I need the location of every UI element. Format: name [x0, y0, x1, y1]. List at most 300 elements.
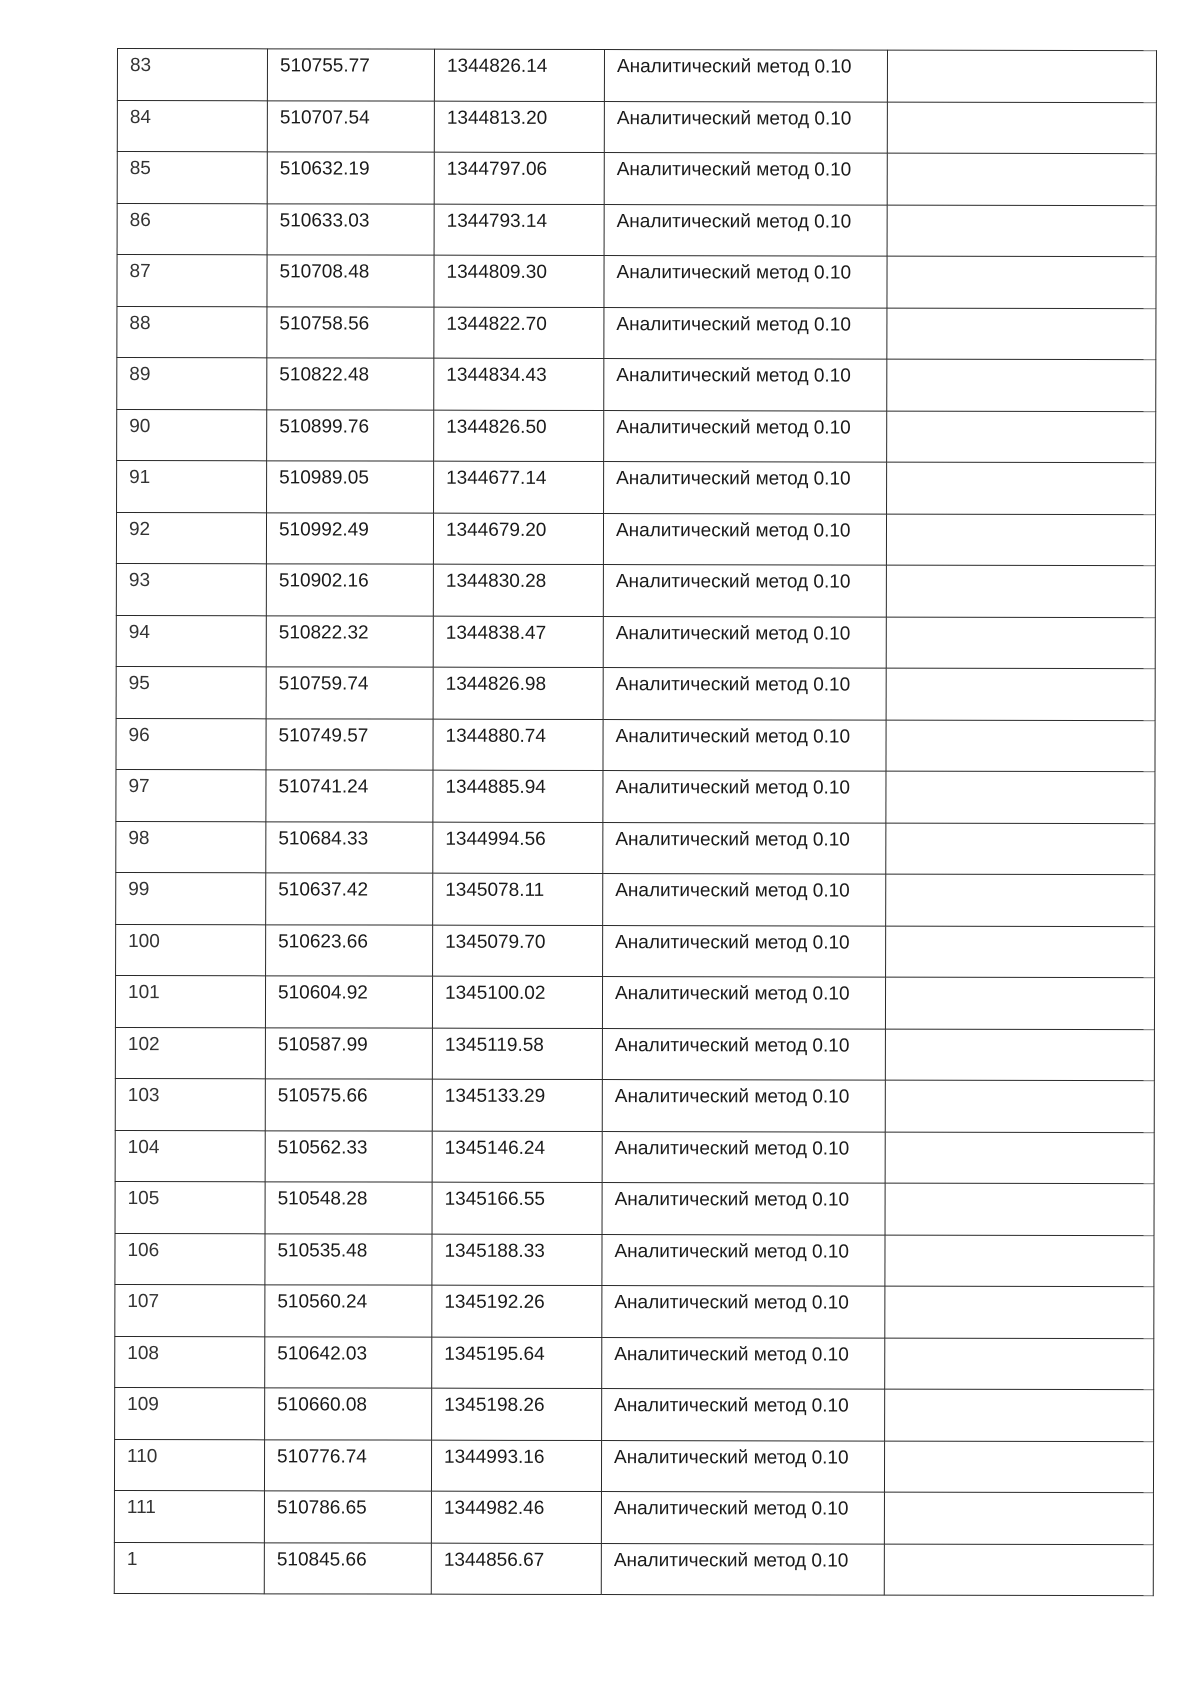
- y-coordinate-text: 1345166.55: [444, 1188, 546, 1210]
- y-coordinate-cell: [434, 410, 604, 462]
- x-coordinate-cell: [265, 1027, 432, 1079]
- table-row: [115, 1078, 1154, 1132]
- method-text: Аналитический метод 0.10: [616, 210, 852, 233]
- x-coordinate-cell: [267, 358, 434, 410]
- table-row: [117, 306, 1156, 360]
- x-coordinate-text: 510902.16: [278, 570, 369, 592]
- x-coordinate-text: 510560.24: [277, 1291, 368, 1313]
- point-number-cell: [116, 821, 266, 873]
- y-coordinate-cell: [432, 976, 602, 1028]
- y-coordinate-text: 1345198.26: [444, 1394, 545, 1416]
- empty-cell: [887, 462, 1156, 514]
- point-number-text: 104: [127, 1136, 160, 1158]
- method-text: Аналитический метод 0.10: [614, 1137, 850, 1160]
- method-text: Аналитический метод 0.10: [615, 674, 851, 696]
- x-coordinate-text: 510707.54: [279, 106, 370, 129]
- method-text: Аналитический метод 0.10: [614, 1240, 850, 1263]
- y-coordinate-cell: [434, 152, 604, 204]
- y-coordinate-text: 1345133.29: [444, 1085, 546, 1107]
- y-coordinate-cell: [432, 1388, 602, 1440]
- method-text: Аналитический метод 0.10: [614, 1343, 849, 1366]
- x-coordinate-text: 510741.24: [278, 776, 369, 798]
- method-cell: [603, 513, 886, 565]
- point-number-text: 86: [129, 209, 151, 231]
- x-coordinate-cell: [265, 1130, 432, 1182]
- table-row: [116, 924, 1155, 978]
- point-number-text: 93: [128, 570, 151, 592]
- point-number-cell: [117, 255, 267, 307]
- empty-cell: [887, 308, 1156, 360]
- y-coordinate-text: 1345100.02: [444, 982, 546, 1004]
- table-row: [116, 666, 1155, 720]
- point-number-text: 90: [129, 415, 151, 437]
- point-number-text: 98: [128, 827, 150, 849]
- y-coordinate-text: 1344982.46: [443, 1497, 545, 1519]
- y-coordinate-cell: [434, 49, 604, 101]
- method-cell: [602, 977, 885, 1029]
- y-coordinate-cell: [434, 358, 604, 410]
- method-text: Аналитический метод 0.10: [616, 107, 852, 130]
- point-number-text: 94: [128, 621, 150, 643]
- point-number-cell: [115, 1233, 265, 1285]
- method-text: Аналитический метод 0.10: [615, 828, 850, 851]
- y-coordinate-cell: [434, 204, 604, 256]
- y-coordinate-cell: [431, 1543, 601, 1595]
- empty-cell: [886, 874, 1155, 926]
- empty-cell: [886, 720, 1155, 772]
- method-text: Аналитический метод 0.10: [615, 622, 851, 645]
- point-number-text: 96: [128, 724, 150, 746]
- point-number-cell: [115, 1387, 265, 1439]
- method-cell: [603, 616, 886, 668]
- y-coordinate-cell: [433, 822, 603, 874]
- method-cell: [603, 925, 886, 977]
- empty-cell: [885, 1235, 1154, 1287]
- method-text: Аналитический метод 0.10: [616, 313, 851, 336]
- y-coordinate-text: 1344677.14: [446, 467, 547, 489]
- point-number-cell: [116, 563, 266, 615]
- method-cell: [602, 1131, 885, 1183]
- point-number-cell: [116, 512, 266, 564]
- table-row: [116, 821, 1155, 875]
- empty-cell: [886, 926, 1155, 978]
- y-coordinate-cell: [434, 255, 604, 307]
- method-cell: [603, 719, 886, 771]
- point-number-cell: [116, 872, 266, 924]
- y-coordinate-cell: [433, 564, 603, 616]
- table-row: [117, 100, 1156, 154]
- point-number-text: 97: [128, 776, 150, 798]
- method-cell: [602, 1337, 885, 1389]
- y-coordinate-text: 1344830.28: [445, 570, 547, 592]
- x-coordinate-text: 510708.48: [279, 261, 370, 283]
- point-number-cell: [116, 615, 266, 667]
- empty-cell: [886, 771, 1155, 823]
- y-coordinate-cell: [433, 925, 603, 977]
- empty-cell: [887, 102, 1156, 154]
- table-row: [115, 1336, 1154, 1390]
- table-row: [115, 1130, 1154, 1184]
- method-cell: [604, 307, 887, 359]
- empty-cell: [885, 1389, 1154, 1441]
- method-text: Аналитический метод 0.10: [614, 1086, 850, 1108]
- y-coordinate-text: 1344838.47: [445, 622, 547, 644]
- y-coordinate-cell: [433, 513, 603, 565]
- y-coordinate-cell: [433, 719, 603, 771]
- point-number-text: 92: [128, 518, 151, 540]
- x-coordinate-text: 510899.76: [279, 415, 370, 438]
- x-coordinate-text: 510758.56: [279, 312, 370, 335]
- empty-cell: [887, 50, 1156, 102]
- point-number-cell: [116, 718, 266, 770]
- y-coordinate-cell: [433, 770, 603, 822]
- table-row: [116, 718, 1155, 772]
- y-coordinate-text: 1345119.58: [444, 1034, 544, 1056]
- method-text: Аналитический метод 0.10: [614, 983, 850, 1005]
- x-coordinate-text: 510535.48: [277, 1239, 368, 1262]
- point-number-text: 105: [127, 1188, 160, 1210]
- x-coordinate-cell: [267, 255, 434, 307]
- y-coordinate-text: 1345078.11: [445, 879, 545, 901]
- point-number-cell: [117, 100, 267, 152]
- table-row: [115, 1181, 1154, 1235]
- x-coordinate-text: 510587.99: [277, 1033, 368, 1056]
- method-cell: [603, 822, 886, 874]
- method-cell: [602, 1234, 885, 1286]
- y-coordinate-text: 1344679.20: [445, 519, 547, 541]
- empty-cell: [885, 977, 1154, 1029]
- method-cell: [603, 565, 886, 617]
- method-text: Аналитический метод 0.10: [613, 1498, 849, 1520]
- x-coordinate-cell: [266, 924, 433, 976]
- y-coordinate-text: 1345079.70: [445, 931, 546, 953]
- method-cell: [604, 256, 887, 308]
- y-coordinate-cell: [432, 1028, 602, 1080]
- point-number-text: 88: [129, 312, 151, 334]
- y-coordinate-text: 1344809.30: [446, 261, 547, 283]
- empty-cell: [886, 514, 1155, 566]
- x-coordinate-cell: [265, 1388, 432, 1440]
- method-cell: [602, 1080, 885, 1132]
- y-coordinate-text: 1344826.14: [446, 55, 548, 77]
- x-coordinate-text: 510989.05: [279, 467, 369, 489]
- method-text: Аналитический метод 0.10: [615, 880, 850, 902]
- point-number-cell: [117, 358, 267, 410]
- x-coordinate-text: 510642.03: [277, 1342, 368, 1365]
- x-coordinate-cell: [266, 667, 433, 719]
- y-coordinate-cell: [433, 873, 603, 925]
- point-number-text: 110: [127, 1445, 158, 1467]
- method-cell: [604, 204, 887, 256]
- point-number-cell: [116, 924, 266, 976]
- method-cell: [603, 874, 886, 926]
- x-coordinate-text: 510660.08: [277, 1394, 368, 1416]
- x-coordinate-text: 510845.66: [276, 1548, 367, 1571]
- x-coordinate-text: 510749.57: [278, 724, 369, 747]
- point-number-text: 1: [126, 1548, 138, 1570]
- x-coordinate-cell: [266, 770, 433, 822]
- table-row: [115, 1027, 1154, 1081]
- table-row: [117, 203, 1156, 257]
- method-text: Аналитический метод 0.10: [614, 1189, 850, 1211]
- table-row: [114, 1542, 1153, 1596]
- x-coordinate-cell: [267, 306, 434, 358]
- point-number-cell: [116, 769, 266, 821]
- x-coordinate-cell: [264, 1491, 431, 1543]
- empty-cell: [886, 823, 1155, 875]
- point-number-cell: [115, 1130, 265, 1182]
- point-number-text: 101: [127, 982, 160, 1004]
- x-coordinate-cell: [265, 1233, 432, 1285]
- x-coordinate-cell: [264, 1439, 431, 1491]
- y-coordinate-cell: [434, 307, 604, 359]
- point-number-cell: [114, 1542, 264, 1594]
- empty-cell: [885, 1132, 1154, 1184]
- x-coordinate-cell: [267, 49, 434, 101]
- y-coordinate-text: 1344993.16: [444, 1446, 545, 1468]
- empty-cell: [887, 256, 1156, 308]
- empty-cell: [885, 1183, 1154, 1235]
- point-number-text: 103: [127, 1085, 160, 1107]
- empty-cell: [884, 1492, 1153, 1544]
- x-coordinate-cell: [267, 409, 434, 461]
- method-text: Аналитический метод 0.10: [616, 262, 852, 284]
- method-cell: [602, 1286, 885, 1338]
- table-row: [116, 769, 1155, 823]
- empty-cell: [886, 565, 1155, 617]
- y-coordinate-text: 1345146.24: [444, 1137, 546, 1159]
- empty-cell: [885, 1286, 1154, 1338]
- x-coordinate-text: 510604.92: [277, 982, 368, 1004]
- point-number-text: 84: [129, 106, 152, 128]
- table-row: [114, 1490, 1153, 1544]
- table-row: [116, 512, 1155, 566]
- point-number-text: 85: [129, 158, 151, 180]
- point-number-cell: [115, 1284, 265, 1336]
- point-number-text: 109: [127, 1394, 159, 1416]
- x-coordinate-text: 510575.66: [277, 1085, 368, 1107]
- empty-cell: [885, 1080, 1154, 1132]
- x-coordinate-text: 510637.42: [278, 879, 369, 901]
- y-coordinate-cell: [432, 1131, 602, 1183]
- coordinates-table: [114, 48, 1157, 1596]
- method-cell: [604, 462, 887, 514]
- empty-cell: [885, 1338, 1154, 1390]
- method-cell: [604, 101, 887, 153]
- method-cell: [601, 1440, 884, 1492]
- point-number-cell: [115, 1336, 265, 1388]
- method-cell: [601, 1492, 884, 1544]
- x-coordinate-text: 510992.49: [278, 518, 369, 541]
- point-number-text: 83: [129, 55, 152, 77]
- x-coordinate-cell: [267, 461, 434, 513]
- x-coordinate-text: 510633.03: [279, 209, 370, 232]
- empty-cell: [887, 205, 1156, 257]
- y-coordinate-cell: [432, 1234, 602, 1286]
- point-number-text: 87: [129, 261, 151, 283]
- table-row: [115, 1284, 1154, 1338]
- x-coordinate-cell: [266, 821, 433, 873]
- point-number-text: 100: [128, 930, 160, 952]
- table-row: [114, 1439, 1153, 1493]
- y-coordinate-text: 1344797.06: [446, 158, 548, 180]
- y-coordinate-cell: [431, 1491, 601, 1543]
- point-number-cell: [117, 49, 267, 101]
- y-coordinate-text: 1345192.26: [444, 1291, 545, 1313]
- x-coordinate-text: 510822.32: [278, 621, 369, 644]
- x-coordinate-cell: [266, 615, 433, 667]
- method-cell: [602, 1183, 885, 1235]
- point-number-text: 108: [127, 1342, 159, 1364]
- empty-cell: [886, 617, 1155, 669]
- method-text: Аналитический метод 0.10: [616, 56, 852, 78]
- x-coordinate-cell: [267, 100, 434, 152]
- point-number-cell: [117, 203, 267, 255]
- x-coordinate-cell: [266, 564, 433, 616]
- table-row: [117, 152, 1156, 206]
- method-text: Аналитический метод 0.10: [615, 571, 851, 593]
- method-text: Аналитический метод 0.10: [616, 416, 851, 439]
- table-row: [115, 1233, 1154, 1287]
- method-text: Аналитический метод 0.10: [614, 1034, 850, 1057]
- method-cell: [602, 1028, 885, 1080]
- y-coordinate-text: 1344826.50: [446, 416, 547, 438]
- method-text: Аналитический метод 0.10: [616, 159, 852, 181]
- y-coordinate-text: 1345195.64: [444, 1343, 545, 1365]
- table-row: [117, 409, 1156, 463]
- point-number-text: 95: [128, 673, 150, 695]
- y-coordinate-cell: [432, 1337, 602, 1389]
- method-text: Аналитический метод 0.10: [614, 1292, 849, 1314]
- method-cell: [604, 410, 887, 462]
- method-text: Аналитический метод 0.10: [616, 365, 851, 387]
- point-number-cell: [115, 975, 265, 1027]
- x-coordinate-text: 510822.48: [279, 364, 370, 386]
- empty-cell: [887, 153, 1156, 205]
- point-number-cell: [116, 666, 266, 718]
- x-coordinate-cell: [265, 1182, 432, 1234]
- method-text: Аналитический метод 0.10: [613, 1549, 849, 1572]
- y-coordinate-text: 1344994.56: [445, 828, 546, 850]
- method-cell: [602, 1389, 885, 1441]
- empty-cell: [887, 411, 1156, 463]
- y-coordinate-text: 1345188.33: [444, 1240, 545, 1262]
- table-row: [116, 615, 1155, 669]
- table-row: [116, 563, 1155, 617]
- coordinates-table-body: [114, 49, 1156, 1596]
- point-number-text: 102: [127, 1033, 160, 1055]
- method-text: Аналитический метод 0.10: [614, 1395, 849, 1417]
- point-number-text: 106: [127, 1239, 160, 1261]
- method-text: Аналитический метод 0.10: [614, 1446, 849, 1469]
- y-coordinate-text: 1344813.20: [446, 107, 548, 129]
- x-coordinate-text: 510548.28: [277, 1188, 368, 1210]
- method-cell: [603, 771, 886, 823]
- table-row: [117, 358, 1156, 412]
- point-number-text: 111: [126, 1497, 156, 1519]
- empty-cell: [886, 668, 1155, 720]
- y-coordinate-cell: [431, 1440, 601, 1492]
- x-coordinate-text: 510759.74: [278, 673, 369, 695]
- x-coordinate-cell: [267, 203, 434, 255]
- method-text: Аналитический метод 0.10: [615, 519, 851, 542]
- table-row: [117, 461, 1156, 515]
- point-number-cell: [117, 461, 267, 513]
- point-number-text: 89: [129, 364, 151, 386]
- point-number-cell: [114, 1490, 264, 1542]
- x-coordinate-text: 510776.74: [277, 1445, 367, 1468]
- empty-cell: [884, 1441, 1153, 1493]
- y-coordinate-cell: [434, 101, 604, 153]
- method-text: Аналитический метод 0.10: [615, 931, 850, 954]
- y-coordinate-cell: [432, 1182, 602, 1234]
- x-coordinate-cell: [266, 873, 433, 925]
- x-coordinate-text: 510786.65: [276, 1497, 367, 1519]
- table-row: [115, 1387, 1154, 1441]
- x-coordinate-cell: [265, 1336, 432, 1388]
- point-number-cell: [114, 1439, 264, 1491]
- x-coordinate-text: 510562.33: [277, 1136, 368, 1159]
- method-text: Аналитический метод 0.10: [615, 725, 851, 748]
- x-coordinate-cell: [266, 718, 433, 770]
- point-number-cell: [117, 306, 267, 358]
- point-number-cell: [115, 1181, 265, 1233]
- point-number-text: 99: [128, 879, 150, 901]
- empty-cell: [887, 359, 1156, 411]
- y-coordinate-cell: [433, 616, 603, 668]
- point-number-text: 107: [127, 1291, 160, 1313]
- y-coordinate-text: 1344826.98: [445, 673, 547, 695]
- y-coordinate-cell: [432, 1079, 602, 1131]
- empty-cell: [885, 1029, 1154, 1081]
- y-coordinate-cell: [434, 461, 604, 513]
- y-coordinate-text: 1344880.74: [445, 725, 546, 747]
- method-cell: [601, 1543, 884, 1595]
- method-cell: [604, 50, 887, 102]
- point-number-cell: [115, 1027, 265, 1079]
- method-cell: [604, 359, 887, 411]
- x-coordinate-cell: [265, 1079, 432, 1131]
- point-number-cell: [117, 409, 267, 461]
- empty-cell: [884, 1544, 1153, 1596]
- point-number-text: 91: [129, 467, 151, 489]
- y-coordinate-cell: [433, 667, 603, 719]
- y-coordinate-text: 1344834.43: [446, 364, 547, 386]
- y-coordinate-text: 1344822.70: [446, 313, 547, 335]
- x-coordinate-cell: [265, 976, 432, 1028]
- y-coordinate-cell: [432, 1285, 602, 1337]
- method-text: Аналитический метод 0.10: [615, 777, 850, 799]
- table-row: [117, 255, 1156, 309]
- y-coordinate-text: 1344856.67: [443, 1549, 545, 1571]
- method-text: Аналитический метод 0.10: [616, 468, 851, 490]
- x-coordinate-text: 510632.19: [279, 158, 370, 180]
- y-coordinate-text: 1344885.94: [445, 776, 546, 798]
- x-coordinate-cell: [266, 512, 433, 564]
- method-cell: [603, 668, 886, 720]
- table-row: [115, 975, 1154, 1029]
- y-coordinate-text: 1344793.14: [446, 210, 548, 232]
- point-number-cell: [115, 1078, 265, 1130]
- x-coordinate-text: 510684.33: [278, 827, 369, 850]
- point-number-cell: [117, 152, 267, 204]
- method-cell: [604, 153, 887, 205]
- x-coordinate-cell: [267, 152, 434, 204]
- x-coordinate-cell: [265, 1285, 432, 1337]
- x-coordinate-text: 510755.77: [279, 55, 370, 77]
- table-row: [117, 49, 1156, 103]
- table-row: [116, 872, 1155, 926]
